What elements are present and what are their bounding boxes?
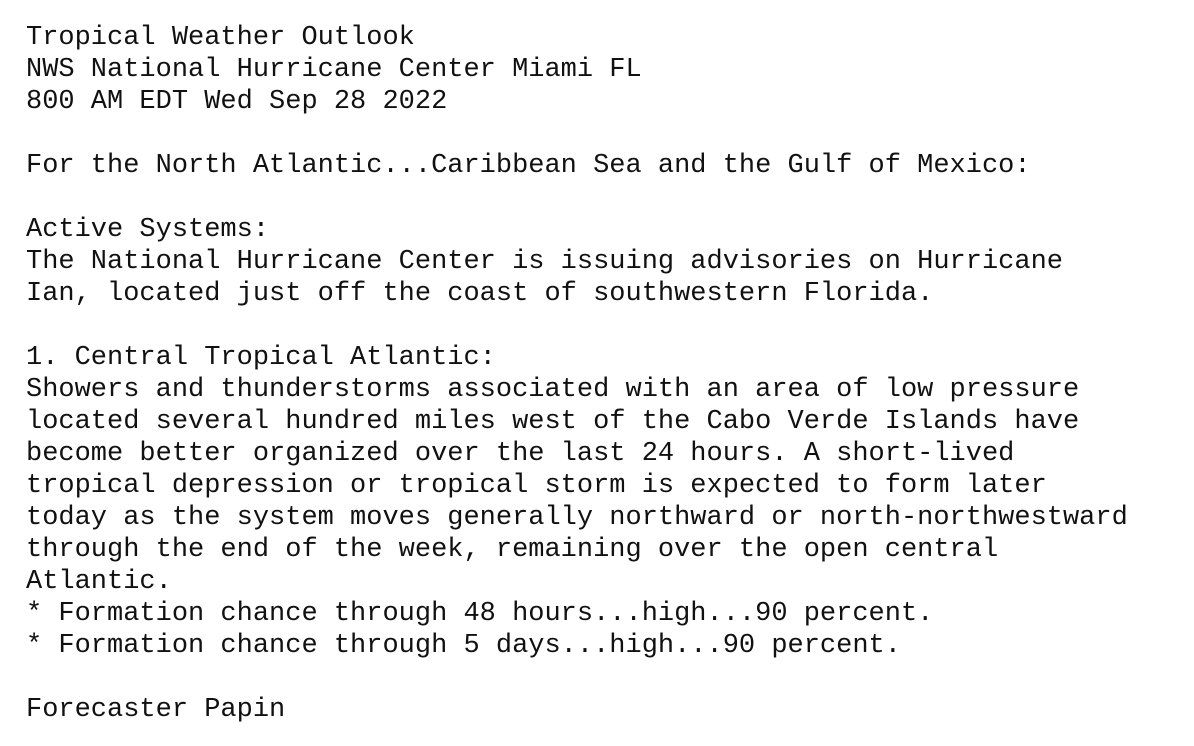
document-title: Tropical Weather Outlook bbox=[26, 23, 415, 53]
area-1-line: located several hundred miles west of the Cabo Verde Islands have bbox=[26, 407, 1080, 437]
formation-chance-5d: * Formation chance through 5 days...high...90 percent. bbox=[26, 631, 901, 661]
area-1-line: Atlantic. bbox=[26, 567, 172, 597]
blank-line bbox=[26, 118, 1186, 150]
active-systems-heading: Active Systems: bbox=[26, 215, 270, 245]
active-systems-line: Ian, located just off the coast of southwestern Florida. bbox=[26, 279, 934, 309]
area-1-heading: 1. Central Tropical Atlantic: bbox=[26, 343, 496, 373]
area-1-line: tropical depression or tropical storm is expected to form later bbox=[26, 471, 1047, 501]
blank-line bbox=[26, 310, 1186, 342]
region-line: For the North Atlantic...Caribbean Sea and the Gulf of Mexico: bbox=[26, 151, 1031, 181]
forecaster-signoff: Forecaster Papin bbox=[26, 695, 286, 725]
blank-line bbox=[26, 182, 1186, 214]
area-1-line: today as the system moves generally northward or north-northwestward bbox=[26, 503, 1128, 533]
blank-line bbox=[26, 662, 1186, 694]
issue-time: 800 AM EDT Wed Sep 28 2022 bbox=[26, 87, 448, 117]
outlook-document bbox=[26, 22, 1186, 726]
active-systems-line: The National Hurricane Center is issuing advisories on Hurricane bbox=[26, 247, 1063, 277]
area-1-line: through the end of the week, remaining over the open central bbox=[26, 535, 999, 565]
issuing-office: NWS National Hurricane Center Miami FL bbox=[26, 55, 642, 85]
area-1-line: Showers and thunderstorms associated with an area of low pressure bbox=[26, 375, 1080, 405]
area-1-line: become better organized over the last 24 hours. A short-lived bbox=[26, 439, 1015, 469]
formation-chance-48h: * Formation chance through 48 hours...high...90 percent. bbox=[26, 599, 934, 629]
